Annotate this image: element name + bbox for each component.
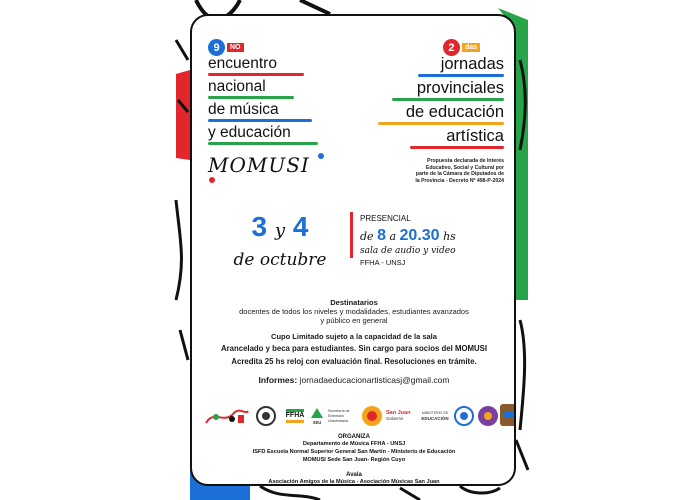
r-underline-blue xyxy=(418,74,504,77)
logo-seu: SEU xyxy=(308,404,326,428)
logo-dot-blue xyxy=(318,153,324,159)
doodle-top-2 xyxy=(300,0,330,14)
title-line-3: de música xyxy=(208,102,326,125)
days-suffix: das xyxy=(462,43,480,52)
logo-dot-red xyxy=(209,177,215,183)
logo-sun-emblem xyxy=(362,406,382,426)
rtitle-line-4: artística xyxy=(364,128,504,152)
momusi-logo: MOMUSI xyxy=(208,153,326,201)
organizer-1: Departamento de Música FFHA - UNSJ xyxy=(302,441,406,447)
red-shape-left xyxy=(176,70,190,160)
doodle-bottom xyxy=(260,486,500,500)
logo-extension: Secretaría de Extensión Universitaria xyxy=(328,408,350,423)
organizer-2: ISFD Escuela Normal Superior General San Martín - Ministerio de Educación xyxy=(252,449,456,455)
provincial-days-title xyxy=(364,38,504,184)
flyer-card xyxy=(190,14,516,486)
contact xyxy=(200,375,508,385)
underline-green xyxy=(208,96,294,99)
edition-suffix: NO xyxy=(227,43,244,52)
organizers-title: ORGANIZA xyxy=(338,434,370,440)
national-meeting-title xyxy=(208,38,326,201)
title-line-2: nacional xyxy=(208,79,326,102)
r-underline-red xyxy=(410,146,504,149)
audience-line-2: y público en general xyxy=(320,316,388,325)
fee-line-1: Arancelado y beca para estudiantes. Sin cargo para socios del MOMUSI xyxy=(220,344,488,353)
event-dates xyxy=(220,212,340,270)
audience-title: Destinatarios xyxy=(330,298,378,307)
underline-red xyxy=(208,73,304,76)
declaration-text: Propuesta declarada de Interés Educativo, Social y Cultural por parte de la Cámara de Diputados de la Provincia - Decreto Nº 498-P-2024 xyxy=(415,158,504,184)
edition-number: 9 xyxy=(208,39,225,56)
rtitle-line-1: jornadas xyxy=(364,56,504,80)
logo-blue-seal xyxy=(454,406,474,426)
organizers xyxy=(200,434,508,486)
title-line-1: encuentro xyxy=(208,56,326,79)
logo-purple-emblem xyxy=(478,406,498,426)
red-divider xyxy=(350,212,353,258)
fee-line-2: Acredita 25 hs reloj con evaluación final. Resoluciones en trámite. xyxy=(231,357,477,366)
organizer-3: MOMUSI Sede San Juan- Región Cuyo xyxy=(302,457,406,463)
attendance-mode: PRESENCIAL xyxy=(360,214,411,223)
event-info xyxy=(200,298,508,385)
date-days: 3 y 4 xyxy=(251,211,309,242)
logo-school-crest xyxy=(500,404,516,426)
date-month: de octubre xyxy=(233,250,327,270)
days-number: 2 xyxy=(443,39,460,56)
doodle-left-2 xyxy=(176,200,188,360)
endorsers-title: Avala xyxy=(346,472,362,478)
endorsers: Asociación Amigos de la Música - Asociación Músicas San Juan xyxy=(268,479,440,485)
logo-ffha: FFHA xyxy=(284,404,306,428)
title-line-4: y educación xyxy=(208,125,326,148)
days-badge xyxy=(364,38,480,56)
venue: sala de audio y video xyxy=(360,246,456,256)
logo-san-juan-gov: San Juan Gobierno xyxy=(386,410,411,421)
logo-unsj-seal xyxy=(256,406,276,426)
logo-ministry: MINISTERIO DE EDUCACIÓN xyxy=(421,411,449,421)
edition-badge xyxy=(208,38,326,56)
sponsor-logos xyxy=(200,404,512,430)
logo-music-illustration xyxy=(204,404,250,428)
hours: de 8 a 20.30 hs xyxy=(360,227,456,244)
contact-email[interactable]: jornadaeducacionartisticasj@gmail.com xyxy=(299,375,450,385)
r-underline-yellow xyxy=(378,122,504,125)
underline-blue xyxy=(208,119,312,122)
audience-line-1: docentes de todos los niveles y modalidades, estudiantes avanzados xyxy=(239,307,469,316)
institution: FFHA - UNSJ xyxy=(360,258,406,267)
schedule xyxy=(360,214,500,267)
capacity-note: Cupo Limitado sujeto a la capacidad de la sala xyxy=(271,332,437,341)
underline-green-2 xyxy=(208,142,318,145)
rtitle-line-2: provinciales xyxy=(364,80,504,104)
rtitle-line-3: de educación xyxy=(364,104,504,128)
r-underline-green xyxy=(392,98,504,101)
contact-label: Informes: xyxy=(258,375,298,385)
